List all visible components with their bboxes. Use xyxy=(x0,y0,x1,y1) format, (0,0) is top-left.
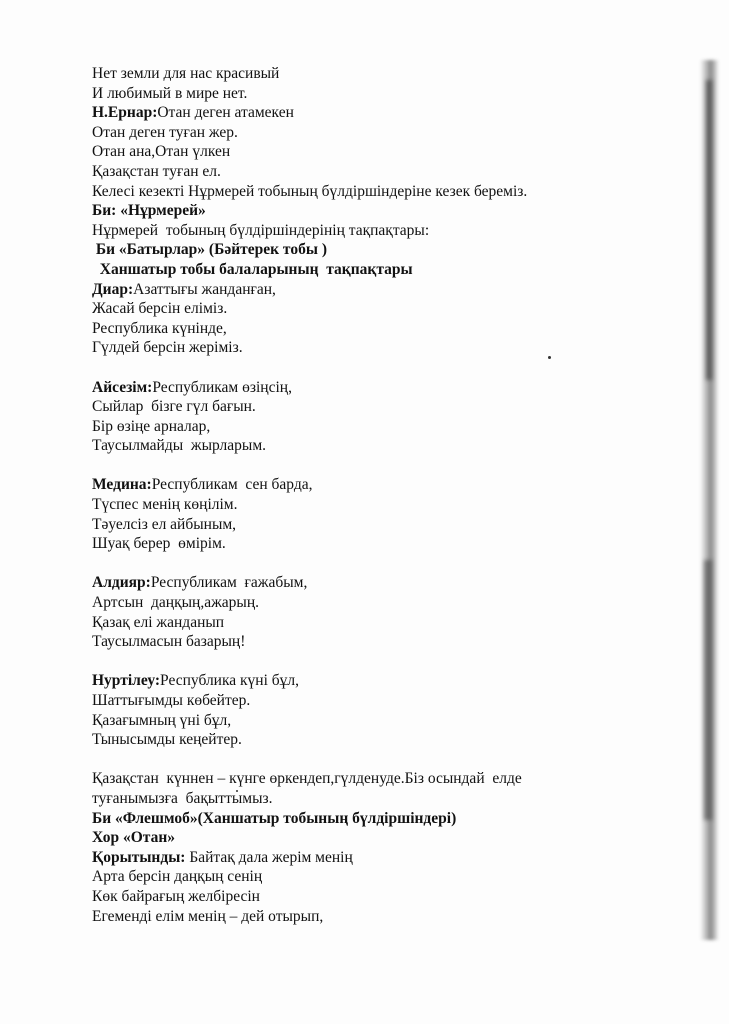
line-text: Қазақстан туған ел. xyxy=(92,162,221,180)
text-line xyxy=(92,593,652,613)
text-line-with-heading xyxy=(92,573,652,593)
line-heading: Медина: xyxy=(92,476,152,494)
line-text: Сыйлар бізге гүл бағын. xyxy=(92,398,256,416)
line-heading: Айсезім: xyxy=(92,378,153,396)
line-text: Көк байрағың желбіресін xyxy=(92,887,260,905)
text-line xyxy=(92,515,652,535)
line-heading: Би «Батырлар» (Бәйтерек тобы ) xyxy=(92,241,327,259)
text-line xyxy=(92,162,652,182)
scan-shadow-mark-bottom xyxy=(704,560,712,820)
text-line xyxy=(92,495,652,515)
line-text: Республикам өзіңсің, xyxy=(152,378,292,396)
line-text: Түспес менің көңілім. xyxy=(92,496,238,514)
line-text: Нет земли для нас красивый xyxy=(92,65,280,82)
line-text: Қазақ елі жанданып xyxy=(92,613,225,631)
text-line-with-heading xyxy=(92,240,652,260)
line-text: Бір өзіңе арналар, xyxy=(92,417,211,435)
line-heading: Н.Ернар: xyxy=(92,104,158,122)
blank-line xyxy=(92,554,652,574)
text-line xyxy=(92,221,652,241)
text-line xyxy=(92,867,652,887)
text-line-with-heading xyxy=(92,828,652,848)
line-text: Отан деген туған жер. xyxy=(92,123,238,141)
line-heading: Диар: xyxy=(92,280,134,298)
text-line-with-heading xyxy=(92,103,652,123)
text-line xyxy=(92,182,652,202)
text-line xyxy=(92,142,652,162)
blank-line xyxy=(92,456,652,476)
line-text: Гүлдей берсін жеріміз. xyxy=(92,339,243,357)
text-line xyxy=(92,887,652,907)
text-line xyxy=(92,84,652,104)
text-line-with-heading xyxy=(92,475,652,495)
line-text: Келесі кезекті Нұрмерей тобының бүлдіршіндеріне кезек береміз. xyxy=(92,182,528,200)
text-line xyxy=(92,613,652,633)
text-line-with-heading xyxy=(92,260,652,280)
text-line xyxy=(92,789,652,809)
line-text: Байтақ дала жерім менің xyxy=(185,848,353,866)
line-text: Республика күні бұл, xyxy=(160,672,300,690)
line-heading: Алдияр: xyxy=(92,574,151,592)
line-text: Нұрмерей тобының бүлдіршіндерінің тақпақтары: xyxy=(92,221,430,239)
line-text: Егеменді елім менің – дей отырып, xyxy=(92,907,324,925)
line-heading: Би: «Нұрмерей» xyxy=(92,202,206,220)
line-text: Республикам сен барда, xyxy=(151,476,313,494)
scan-shadow-mark-top xyxy=(706,80,712,380)
text-line-with-heading xyxy=(92,378,652,398)
line-text: И любимый в мире нет. xyxy=(92,84,248,102)
text-line xyxy=(92,123,652,143)
text-line xyxy=(92,730,652,750)
text-line-with-heading xyxy=(92,809,652,829)
line-heading: Нуртілеу: xyxy=(92,672,161,690)
blank-line xyxy=(92,750,652,770)
line-heading: Қорытынды: xyxy=(92,848,186,866)
text-line xyxy=(92,534,652,554)
line-text: Отан деген атамекен xyxy=(157,104,294,122)
document-text xyxy=(92,64,652,926)
line-text: Шуақ берер өмірім. xyxy=(92,535,226,553)
line-text: Азаттығы жанданған, xyxy=(133,280,276,298)
line-text: Қазақстан күннен – күнге өркендеп,гүлденуде.Біз осындай елде xyxy=(92,770,522,788)
blank-line xyxy=(92,652,652,672)
text-line xyxy=(92,691,652,711)
text-line xyxy=(92,632,652,652)
text-line xyxy=(92,417,652,437)
text-line xyxy=(92,769,652,789)
line-text: Отан ана,Отан үлкен xyxy=(92,143,231,161)
text-line-with-heading xyxy=(92,671,652,691)
text-line xyxy=(92,907,652,927)
line-text: Жасай берсін еліміз. xyxy=(92,300,228,318)
line-text: Тәуелсіз ел айбыным, xyxy=(92,515,237,533)
text-line-with-heading xyxy=(92,280,652,300)
text-line xyxy=(92,338,652,358)
line-text: Қазағымның үні бұл, xyxy=(92,711,232,729)
text-line xyxy=(92,299,652,319)
line-heading: Ханшатыр тобы балаларының тақпақтары xyxy=(92,260,413,278)
text-line xyxy=(92,436,652,456)
line-text: Таусылмасын базарың! xyxy=(92,633,246,651)
line-heading: Би «Флешмоб»(Ханшатыр тобының бүлдіршіндері) xyxy=(92,809,457,827)
line-text: туғанымызға бақыттымыз. xyxy=(92,789,273,807)
line-text: Арта берсін даңқың сенің xyxy=(92,868,263,886)
line-text: Шаттығымды көбейтер. xyxy=(92,692,251,709)
blank-line xyxy=(92,358,652,378)
text-line-with-heading xyxy=(92,848,652,868)
text-line xyxy=(92,319,652,339)
line-text: Таусылмайды жырларым. xyxy=(92,437,267,455)
text-line-with-heading xyxy=(92,201,652,221)
text-line xyxy=(92,711,652,731)
line-text: Артсын даңқың,ажарың. xyxy=(92,594,260,612)
line-heading: Хор «Отан» xyxy=(92,829,176,847)
line-text: Республика күнінде, xyxy=(92,319,227,337)
text-line xyxy=(92,397,652,417)
text-line xyxy=(92,64,652,84)
line-text: Республикам ғажабым, xyxy=(150,574,308,592)
line-text: Тынысымды кеңейтер. xyxy=(92,731,242,749)
